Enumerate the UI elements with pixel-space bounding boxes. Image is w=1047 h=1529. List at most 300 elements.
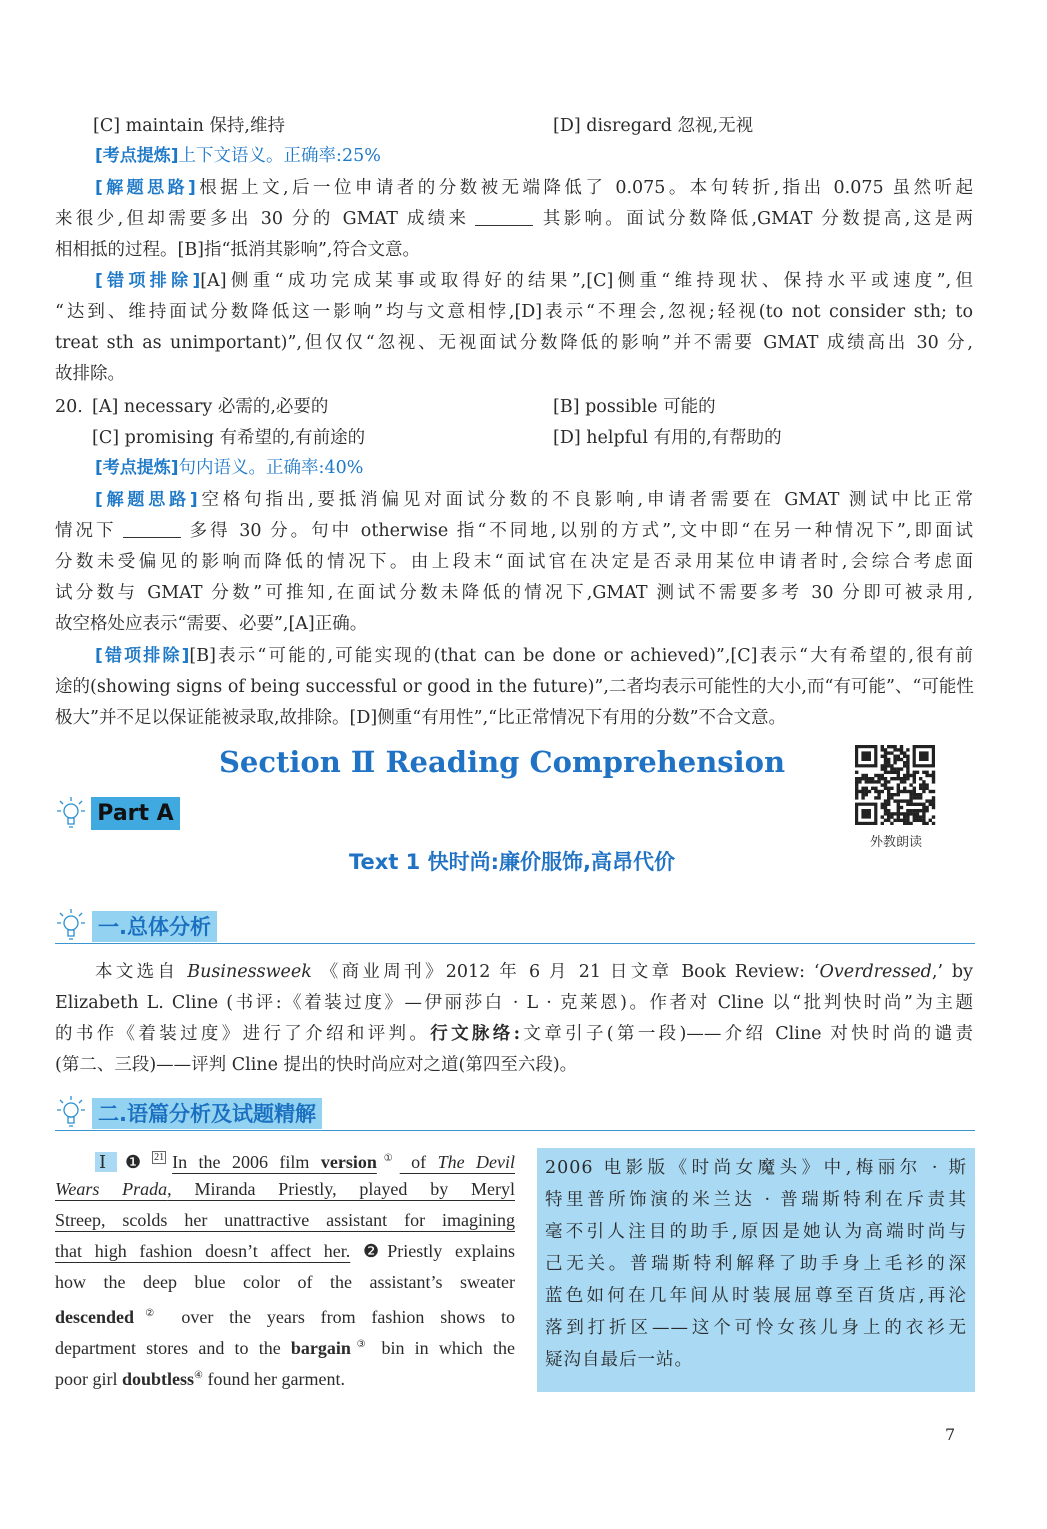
qr-code-icon[interactable] bbox=[855, 745, 937, 825]
qr-module bbox=[874, 796, 877, 799]
qr-module bbox=[874, 787, 877, 790]
qr-module bbox=[903, 751, 906, 754]
qr-module bbox=[855, 793, 858, 796]
qr-module bbox=[884, 819, 887, 822]
text-line bbox=[55, 578, 973, 609]
text-line bbox=[55, 1298, 515, 1329]
q20-cuoxiang bbox=[55, 641, 973, 734]
text: 途的(showing signs of being successful or good in the future)”,二者均表示可能性的大小,而“有可能”、“可能性 bbox=[55, 677, 974, 697]
qr-module bbox=[871, 777, 874, 780]
option-d: [D] disregard 忽视,无视 bbox=[553, 116, 754, 136]
q19-cuoxiang bbox=[55, 266, 973, 390]
qr-module bbox=[884, 787, 887, 790]
qr-module bbox=[922, 790, 925, 793]
qr-module bbox=[919, 793, 922, 796]
text-line bbox=[55, 173, 973, 204]
qr-module bbox=[919, 796, 922, 799]
qr-module bbox=[868, 790, 871, 793]
text: 落到打折区——这个可怜女孩儿身上的衣衫无 bbox=[545, 1318, 967, 1338]
text: 2006 电影版《时尚女魔头》中,梅丽尔 · 斯 bbox=[545, 1158, 967, 1178]
qr-module bbox=[913, 774, 916, 777]
qr-module bbox=[884, 767, 887, 770]
qr-module bbox=[871, 787, 874, 790]
qr-module bbox=[909, 803, 912, 806]
qr-module bbox=[884, 771, 887, 774]
text-line bbox=[55, 641, 973, 672]
qr-module bbox=[865, 787, 868, 790]
qr-module bbox=[884, 761, 887, 764]
text-line bbox=[55, 266, 973, 297]
part-label: Part A bbox=[91, 797, 180, 830]
qr-module bbox=[929, 790, 932, 793]
qr-module bbox=[884, 806, 887, 809]
text-line bbox=[55, 1205, 515, 1236]
qr-module bbox=[932, 806, 935, 809]
text-line bbox=[55, 547, 973, 578]
qr-module bbox=[906, 809, 909, 812]
text-line bbox=[55, 1360, 515, 1391]
vocab-footnote-marker: ③ bbox=[350, 1339, 372, 1350]
qr-module bbox=[922, 806, 925, 809]
qr-finder bbox=[861, 751, 871, 761]
text-line bbox=[537, 1280, 975, 1312]
qr-module bbox=[909, 790, 912, 793]
text: Businessweek bbox=[187, 962, 312, 982]
text: In the 2006 film bbox=[172, 1152, 321, 1172]
qr-module bbox=[890, 822, 893, 825]
qr-module bbox=[887, 761, 890, 764]
qr-module bbox=[893, 812, 896, 815]
vocab-footnote-marker: ② bbox=[134, 1308, 166, 1319]
qr-module bbox=[884, 755, 887, 758]
text: 疑沟自最后一站。 bbox=[545, 1350, 693, 1370]
qr-finder bbox=[861, 809, 871, 819]
qr-module bbox=[900, 819, 903, 822]
qr-module bbox=[881, 783, 884, 786]
qr-module bbox=[877, 780, 880, 783]
text: (第二、三段)——评判 Cline 提出的快时尚应对之道(第四至六段)。 bbox=[55, 1055, 578, 1075]
qr-module bbox=[925, 806, 928, 809]
qr-module bbox=[890, 771, 893, 774]
qr-module bbox=[865, 790, 868, 793]
text-line bbox=[55, 1019, 973, 1050]
qr-module bbox=[893, 793, 896, 796]
qr-module bbox=[916, 815, 919, 818]
qr-module bbox=[893, 799, 896, 802]
qr-module bbox=[906, 799, 909, 802]
qr-module bbox=[884, 809, 887, 812]
qr-module bbox=[855, 771, 858, 774]
section-label: [考点提炼] bbox=[95, 146, 179, 166]
qr-module bbox=[909, 796, 912, 799]
qr-module bbox=[916, 812, 919, 815]
text-line bbox=[55, 1329, 515, 1360]
qr-module bbox=[897, 803, 900, 806]
qr-module bbox=[890, 767, 893, 770]
qr-module bbox=[909, 783, 912, 786]
qr-module bbox=[929, 774, 932, 777]
qr-module bbox=[884, 777, 887, 780]
qr-module bbox=[913, 780, 916, 783]
q19-jieti bbox=[55, 173, 973, 266]
qr-module bbox=[890, 777, 893, 780]
qr-module bbox=[858, 777, 861, 780]
vocab-word: bargain bbox=[290, 1338, 351, 1358]
qr-module bbox=[909, 799, 912, 802]
vocab-footnote-marker: ④ bbox=[194, 1370, 203, 1381]
text: 文章引子(第一段)——介绍 Cline 对快时尚的谴责 bbox=[520, 1024, 973, 1044]
qr-module bbox=[855, 796, 858, 799]
qr-module bbox=[884, 812, 887, 815]
text: 本文选自 bbox=[95, 962, 188, 982]
text-line bbox=[55, 672, 973, 703]
qr-module bbox=[887, 796, 890, 799]
text: 相相抵的过程。[B]指“抵消其影响”,符合文意。 bbox=[55, 240, 420, 260]
text: Elizabeth L. Cline (书评:《着装过度》—伊丽莎白 · L · 克莱恩)。作者对 Cline 以“批判快时尚”为主题 bbox=[55, 993, 973, 1013]
qr-module bbox=[897, 767, 900, 770]
qr-module bbox=[890, 796, 893, 799]
qr-module bbox=[884, 780, 887, 783]
qr-module bbox=[932, 777, 935, 780]
vocab-word: descended bbox=[55, 1307, 135, 1327]
qr-module bbox=[858, 780, 861, 783]
question-number: 20. bbox=[55, 397, 83, 417]
qr-module bbox=[887, 812, 890, 815]
qr-module bbox=[897, 806, 900, 809]
text: 故排除。 bbox=[55, 364, 125, 384]
qr-module bbox=[919, 787, 922, 790]
qr-module bbox=[913, 815, 916, 818]
qr-module bbox=[893, 755, 896, 758]
qr-module bbox=[925, 774, 928, 777]
option-a: [A] necessary 必需的,必要的 bbox=[92, 397, 329, 417]
qr-module bbox=[893, 758, 896, 761]
qr-module bbox=[865, 780, 868, 783]
qr-module bbox=[906, 758, 909, 761]
text-line bbox=[537, 1152, 975, 1184]
qr-module bbox=[893, 771, 896, 774]
qr-module bbox=[890, 793, 893, 796]
qr-module bbox=[903, 780, 906, 783]
qr-module bbox=[887, 771, 890, 774]
qr-module bbox=[909, 809, 912, 812]
qr-module bbox=[919, 777, 922, 780]
qr-module bbox=[868, 780, 871, 783]
text: Wears Prada bbox=[55, 1179, 168, 1199]
heading-passage-analysis: 二.语篇分析及试题精解 bbox=[92, 1098, 322, 1129]
qr-module bbox=[903, 822, 906, 825]
qr-module bbox=[861, 777, 864, 780]
qr-module bbox=[932, 790, 935, 793]
qr-module bbox=[897, 777, 900, 780]
qr-module bbox=[861, 793, 864, 796]
text: found her garment. bbox=[203, 1369, 345, 1389]
qr-module bbox=[909, 822, 912, 825]
qr-module bbox=[861, 774, 864, 777]
qr-module bbox=[925, 787, 928, 790]
section-label: [解题思路] bbox=[95, 490, 198, 510]
text: “达到、维持面试分数降低这一影响”均与文意相悖,[D]表示“不理会,忽视;轻视(to not consider sth; to bbox=[55, 302, 973, 322]
qr-module bbox=[929, 803, 932, 806]
qr-module bbox=[881, 806, 884, 809]
text: over the years from fashion shows to bbox=[165, 1307, 515, 1327]
qr-module bbox=[906, 755, 909, 758]
text: 特里普所饰演的米兰达 · 普瑞斯特利在斥责其 bbox=[545, 1190, 967, 1210]
text: bin in which the bbox=[371, 1338, 515, 1358]
text-line bbox=[55, 235, 973, 266]
option-c: [C] promising 有希望的,有前途的 bbox=[92, 428, 366, 448]
qr-module bbox=[922, 815, 925, 818]
page-number: 7 bbox=[945, 1425, 956, 1444]
qr-module bbox=[881, 822, 884, 825]
qr-module bbox=[906, 819, 909, 822]
text: , Miranda Priestly, played by Meryl bbox=[167, 1179, 515, 1199]
qr-module bbox=[922, 783, 925, 786]
qr-module bbox=[922, 809, 925, 812]
qr-module bbox=[877, 796, 880, 799]
text: [A]侧重“成功完成某事或取得好的结果”,[C]侧重“维持现状、保持水平或速度”,但 bbox=[200, 271, 973, 291]
qr-module bbox=[877, 777, 880, 780]
qr-module bbox=[887, 758, 890, 761]
text-line bbox=[537, 1344, 975, 1376]
text: 其影响。面试分数降低,GMAT 分数提高,这是两 bbox=[539, 209, 973, 229]
qr-module bbox=[903, 787, 906, 790]
option-d: [D] helpful 有用的,有帮助的 bbox=[553, 428, 782, 448]
qr-module bbox=[893, 761, 896, 764]
text: 根据上文,后一位申请者的分数被无端降低了 0.075。本句转折,指出 0.075 虽然听起 bbox=[195, 178, 973, 198]
qr-module bbox=[881, 755, 884, 758]
qr-module bbox=[890, 787, 893, 790]
qr-module bbox=[881, 815, 884, 818]
text-line bbox=[55, 1050, 973, 1081]
qr-module bbox=[887, 799, 890, 802]
lightbulb-icon bbox=[55, 907, 87, 943]
qr-module bbox=[887, 815, 890, 818]
text: poor girl bbox=[55, 1369, 122, 1389]
qr-module bbox=[913, 793, 916, 796]
qr-module bbox=[922, 822, 925, 825]
qr-module bbox=[868, 777, 871, 780]
qr-module bbox=[893, 777, 896, 780]
qr-module bbox=[922, 787, 925, 790]
translation-box bbox=[537, 1148, 975, 1392]
qr-module bbox=[906, 812, 909, 815]
qr-module bbox=[890, 745, 893, 748]
qr-module bbox=[897, 748, 900, 751]
qr-module bbox=[887, 751, 890, 754]
qr-module bbox=[919, 815, 922, 818]
qr-module bbox=[913, 809, 916, 812]
qr-finder bbox=[919, 751, 929, 761]
qr-module bbox=[906, 771, 909, 774]
text-line bbox=[537, 1184, 975, 1216]
qr-module bbox=[897, 783, 900, 786]
qr-module bbox=[887, 764, 890, 767]
qr-module bbox=[906, 774, 909, 777]
qr-module bbox=[874, 774, 877, 777]
qr-module bbox=[903, 774, 906, 777]
qr-module bbox=[925, 799, 928, 802]
qr-module bbox=[897, 774, 900, 777]
text: 上下文语义。正确率:25% bbox=[178, 146, 381, 166]
qr-module bbox=[929, 799, 932, 802]
text-line bbox=[55, 204, 973, 235]
qr-module bbox=[909, 812, 912, 815]
text: ,’ by bbox=[931, 962, 974, 982]
qr-module bbox=[929, 819, 932, 822]
qr-module bbox=[861, 796, 864, 799]
divider bbox=[55, 1130, 975, 1131]
text: Overdressed bbox=[819, 962, 932, 982]
text: 毫不引人注目的助手,原因是她认为高端时尚与 bbox=[545, 1222, 967, 1242]
qr-caption: 外教朗读 bbox=[869, 835, 922, 850]
qr-module bbox=[897, 793, 900, 796]
qr-module bbox=[906, 748, 909, 751]
text-line bbox=[55, 1143, 515, 1174]
qr-module bbox=[887, 745, 890, 748]
qr-module bbox=[913, 803, 916, 806]
qr-module bbox=[919, 783, 922, 786]
text-line bbox=[537, 1248, 975, 1280]
qr-module bbox=[855, 783, 858, 786]
text-line bbox=[537, 1312, 975, 1344]
qr-module bbox=[925, 822, 928, 825]
text: 试分数与 GMAT 分数”可推知,在面试分数未降低的情况下,GMAT 测试不需要多考 30 分即可被录用, bbox=[55, 583, 973, 603]
qr-module bbox=[932, 771, 935, 774]
qr-module bbox=[906, 822, 909, 825]
text: 句内语义。正确率:40% bbox=[178, 458, 364, 478]
qr-module bbox=[861, 790, 864, 793]
divider bbox=[55, 943, 975, 944]
qr-module bbox=[900, 758, 903, 761]
sentence-marker: ❶ bbox=[125, 1152, 149, 1172]
qr-module bbox=[897, 799, 900, 802]
section-title: Section Ⅱ Reading Comprehension bbox=[218, 745, 786, 779]
vocab-word: 行文脉络: bbox=[430, 1024, 521, 1044]
qr-module bbox=[897, 819, 900, 822]
question-number-badge: 21 bbox=[154, 1152, 165, 1163]
qr-module bbox=[913, 777, 916, 780]
qr-module bbox=[881, 748, 884, 751]
text-line bbox=[55, 297, 973, 328]
qr-module bbox=[909, 793, 912, 796]
qr-module bbox=[932, 780, 935, 783]
qr-module bbox=[871, 780, 874, 783]
qr-module bbox=[874, 780, 877, 783]
qr-module bbox=[903, 777, 906, 780]
qr-module bbox=[913, 819, 916, 822]
qr-module bbox=[884, 803, 887, 806]
heading-overall-analysis: 一.总体分析 bbox=[92, 911, 217, 942]
qr-module bbox=[900, 806, 903, 809]
qr-module bbox=[890, 815, 893, 818]
qr-module bbox=[906, 803, 909, 806]
text: 来很少,但却需要多出 30 分的 GMAT 成绩来 bbox=[55, 209, 470, 229]
qr-module bbox=[900, 812, 903, 815]
qr-module bbox=[906, 761, 909, 764]
qr-module bbox=[916, 809, 919, 812]
qr-module bbox=[881, 774, 884, 777]
qr-module bbox=[903, 764, 906, 767]
qr-module bbox=[884, 764, 887, 767]
qr-module bbox=[932, 796, 935, 799]
vocab-word: doubtless bbox=[122, 1369, 195, 1389]
text: 蓝色如何在几年间从时装展屈尊至百货店,再沦 bbox=[545, 1286, 967, 1306]
text-line bbox=[55, 516, 973, 547]
option-c: [C] maintain 保持,维持 bbox=[93, 116, 285, 136]
qr-module bbox=[881, 767, 884, 770]
qr-module bbox=[897, 815, 900, 818]
qr-module bbox=[916, 819, 919, 822]
qr-module bbox=[890, 764, 893, 767]
qr-module bbox=[932, 822, 935, 825]
text: treat sth as unimportant)”,但仅仅“忽视、无视面试分数降低的影响”并不需要 GMAT 成绩高出 30 分, bbox=[55, 333, 973, 353]
qr-module bbox=[903, 755, 906, 758]
text-line bbox=[55, 1267, 515, 1298]
qr-module bbox=[903, 819, 906, 822]
q20-kaodian bbox=[55, 453, 973, 484]
qr-module bbox=[855, 780, 858, 783]
text-line bbox=[55, 1236, 515, 1267]
qr-module bbox=[916, 796, 919, 799]
section-label: [错项排除] bbox=[95, 646, 190, 666]
lightbulb-icon bbox=[55, 1094, 87, 1130]
qr-module bbox=[919, 819, 922, 822]
qr-module bbox=[877, 793, 880, 796]
qr-module bbox=[925, 809, 928, 812]
qr-module bbox=[897, 771, 900, 774]
qr-module bbox=[887, 780, 890, 783]
q20-jieti bbox=[55, 485, 973, 640]
qr-module bbox=[874, 790, 877, 793]
qr-module bbox=[897, 812, 900, 815]
text-line bbox=[55, 453, 973, 484]
text-line bbox=[55, 359, 973, 390]
qr-module bbox=[932, 799, 935, 802]
qr-module bbox=[887, 787, 890, 790]
text-line bbox=[55, 957, 973, 988]
qr-module bbox=[884, 783, 887, 786]
text: [B]表示“可能的,可能实现的(that can be done or achieved)”,[C]表示“大有希望的,很有前 bbox=[189, 646, 973, 666]
qr-module bbox=[916, 771, 919, 774]
qr-module bbox=[897, 790, 900, 793]
qr-module bbox=[877, 790, 880, 793]
qr-module bbox=[922, 819, 925, 822]
qr-module bbox=[855, 790, 858, 793]
summary bbox=[55, 957, 973, 1081]
text: 多得 30 分。句中 otherwise 指“不同地,以别的方式”,文中即“在另一种情况下”,即面试 bbox=[186, 521, 973, 541]
lightbulb-icon bbox=[55, 795, 87, 831]
qr-module bbox=[890, 812, 893, 815]
qr-module bbox=[903, 799, 906, 802]
qr-module bbox=[932, 774, 935, 777]
qr-module bbox=[913, 796, 916, 799]
qr-module bbox=[900, 745, 903, 748]
text: 的书作《着装过度》进行了介绍和评判。 bbox=[55, 1024, 431, 1044]
passage bbox=[55, 1143, 515, 1391]
qr-module bbox=[877, 774, 880, 777]
qr-module bbox=[861, 787, 864, 790]
qr-module bbox=[900, 780, 903, 783]
qr-module bbox=[897, 809, 900, 812]
qr-module bbox=[900, 799, 903, 802]
qr-module bbox=[881, 803, 884, 806]
section-label: [错项排除] bbox=[95, 271, 201, 291]
section-label: [解题思路] bbox=[95, 178, 196, 198]
qr-module bbox=[881, 777, 884, 780]
qr-module bbox=[932, 803, 935, 806]
qr-module bbox=[906, 790, 909, 793]
